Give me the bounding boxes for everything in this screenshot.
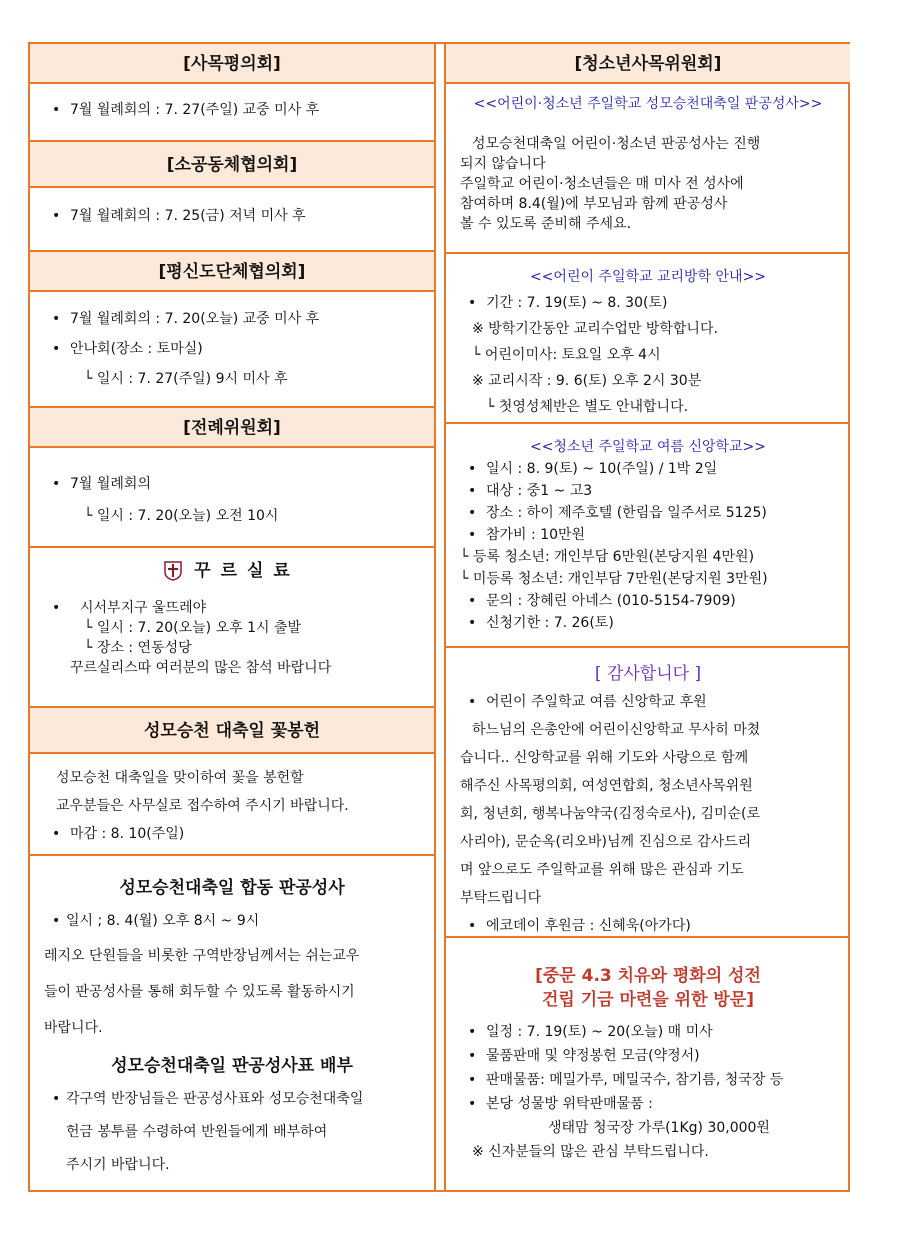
paragraph-line: 볼 수 있도록 준비해 주세요. [460,216,632,232]
section-title: 성모승천 대축일 꽃봉헌 [30,708,434,754]
paragraph-line: 교우분들은 사무실로 접수하여 주시기 바랍니다. [56,798,349,814]
list-item: • 참가비 : 10만원 [460,524,836,546]
list-item: • 대상 : 중1 ~ 고3 [460,480,836,502]
section-title: [중문 4.3 치유와 평화의 성전 [535,966,761,986]
paragraph-line: 참여하며 8.4(월)에 부모님과 함께 판공성사 [460,196,728,212]
list-item: • 신청기한 : 7. 26(토) [460,612,836,634]
list-item: • 7월 월례회의 : 7. 20(오늘) 교중 미사 후 [44,304,420,334]
paragraph-line: 들이 판공성사를 통해 회두할 수 있도록 활동하시기 [44,984,355,1000]
section-title: [ 감사합니다 ] [594,664,702,684]
list-subitem: └ 일시 : 7. 20(오늘) 오후 1시 출발 [84,620,302,636]
section-title: [전례위원회] [30,408,434,448]
paragraph-line: 바랍니다. [44,1020,103,1036]
list-item: • 어린이 주일학교 여름 신앙학교 후원 [460,688,836,716]
right-column [444,44,850,1190]
paragraph-line: 성모승천 대축일을 맞이하여 꽃을 봉헌할 [56,770,304,786]
paragraph-line: 해주신 사목평의회, 여성연합회, 청소년사목위원 [460,778,753,794]
note: ※ 방학기간동안 교리수업만 방학합니다. [472,321,718,337]
note: └ 등록 청소년: 개인부담 6만원(본당지원 4만원) [460,549,755,565]
list-item: • 안나회(장소 : 토마실) [44,334,420,364]
section-title: [소공동체협의회] [30,142,434,188]
note: └ 어린이미사: 토요일 오후 4시 [472,347,661,363]
list-item: • 일정 : 7. 19(토) ~ 20(오늘) 매 미사 [460,1020,836,1044]
list-item: • 에코데이 후원금 : 신혜욱(아가다) [460,912,836,940]
note: └ 미등록 청소년: 개인부담 7만원(본당지원 3만원) [460,571,768,587]
section-title: <<어린이 주일학교 교리방학 안내>> [529,269,767,285]
section-liturgy [30,408,434,548]
cursillo-emblem-icon [164,561,182,581]
list-item: • 일시 : 8. 9(토) ~ 10(주일) / 1박 2일 [460,458,836,480]
paragraph-line: 레지오 단원들을 비롯한 구역반장님께서는 쉬는교우 [44,948,360,964]
list-item: • 7월 월례회의 : 7. 25(금) 저녁 미사 후 [44,206,420,226]
section-flower-offering [30,708,434,856]
paragraph-line: 되지 않습니다 [460,156,546,172]
section-school-vacation [446,254,850,424]
section-cursillo [30,548,434,708]
note: └ 첫영성체반은 별도 안내합니다. [486,399,689,415]
section-jungmun-visit [446,938,850,1194]
note: 생태맘 청국장 가루(1Kg) 30,000원 [548,1120,770,1136]
section-pastoral-council [30,44,434,142]
paragraph-line: 사리아), 문순옥(리오바)님께 진심으로 감사드리 [460,834,752,850]
section-title-row [30,548,434,594]
section-title: 꾸르실료 [194,561,300,581]
paragraph-line: 며 앞으로도 주일학교를 위해 많은 관심과 기도 [460,862,744,878]
paragraph-line: 주시기 바랍니다. [66,1157,170,1173]
paragraph-line: 회, 청년회, 행복나눔약국(김정숙로사), 김미순(로 [460,806,761,822]
list-subitem: └ 일시 : 7. 20(오늘) 오전 10시 [84,508,279,524]
section-confession [30,856,434,1194]
left-column [30,44,436,1190]
paragraph-line: 습니다.. 신앙학교를 위해 기도와 사랑으로 함께 [460,750,749,766]
note: ※ 신자분들의 많은 관심 부탁드립니다. [472,1144,709,1160]
list-item: • 물품판매 및 약정봉헌 모금(약정서) [460,1044,836,1068]
section-title: [청소년사목위원회] [446,44,850,84]
list-item: • 판매물품: 메밀가루, 메밀국수, 참기름, 청국장 등 [460,1068,836,1092]
paragraph-line: 부탁드립니다 [460,890,542,906]
paragraph-line: 주일학교 어린이·청소년들은 매 미사 전 성사에 [460,176,744,192]
list-item: • 기간 : 7. 19(토) ~ 8. 30(토) [460,290,836,316]
section-title: [평신도단체협의회] [30,252,434,292]
section-subtitle: 성모승천대축일 판공성사표 배부 [111,1056,353,1076]
section-small-community [30,142,434,252]
list-item: • 7월 월례회의 [44,468,420,500]
list-item: • 마감 : 8. 10(주일) [44,820,420,848]
section-title: 건립 기금 마련을 위한 방문] [541,990,755,1010]
section-youth-ministry [446,44,850,254]
paragraph-line: 하느님의 은총안에 어린이신앙학교 무사히 마쳤 [472,722,761,738]
paragraph-line: 헌금 봉투를 수령하여 반원들에게 배부하여 [66,1124,328,1140]
list-item: • 각구역 반장님들은 판공성사표와 성모승천대축일 [44,1083,420,1116]
list-item: • 일시 ; 8. 4(월) 오후 8시 ~ 9시 [44,905,420,938]
section-thanks [446,648,850,938]
list-item: • 시서부지구 울뜨레야 [44,598,420,618]
section-title: <<청소년 주일학교 여름 신앙학교>> [529,439,767,455]
section-title: [사목평의회] [30,44,434,84]
paragraph-line: 성모승천대축일 어린이·청소년 판공성사는 진행 [472,136,761,152]
list-item: • 7월 월례회의 : 7. 27(주일) 교중 미사 후 [44,100,420,120]
list-item: • 문의 : 장혜린 아네스 (010-5154-7909) [460,590,836,612]
section-summer-camp [446,424,850,648]
section-title: 성모승천대축일 합동 판공성사 [119,878,345,898]
note: ※ 교리시작 : 9. 6(토) 오후 2시 30분 [472,373,702,389]
note: 꾸르실리스따 여러분의 많은 참석 바랍니다 [70,660,332,676]
section-laity-council [30,252,434,408]
list-subitem: └ 장소 : 연동성당 [84,640,192,656]
list-item: • 본당 성물방 위탁판매물품 : [460,1092,836,1116]
bulletin-frame [28,42,850,1192]
section-subtitle: <<어린이·청소년 주일학교 성모승천대축일 판공성사>> [473,96,823,112]
list-item: • 장소 : 하이 제주호텔 (한림읍 일주서로 5125) [460,502,836,524]
list-subitem: └ 일시 : 7. 27(주일) 9시 미사 후 [84,371,288,387]
